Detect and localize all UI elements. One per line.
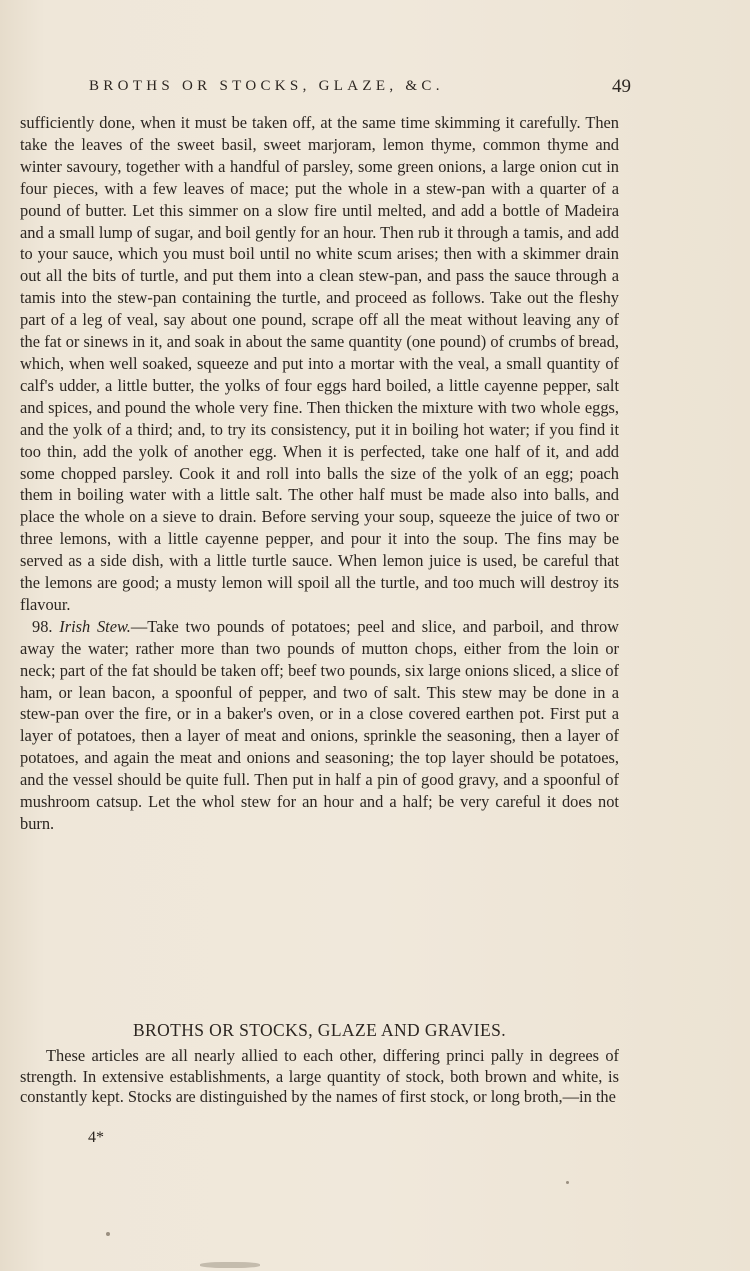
running-title: BROTHS OR STOCKS, GLAZE, &C. [89,78,444,94]
section-paragraph: These articles are all nearly allied to each other, differing princi pally in degrees of strength. In extensive establishments, a large quantity of stock, both brown and white, is constantly kept. Stocks are distinguished by the names of first stock, or long broth,—in the [20,1046,619,1106]
paper-speck [106,1232,110,1236]
recipe-paragraph [20,616,619,835]
section-heading: BROTHS OR STOCKS, GLAZE AND GRAVIES. [132,1020,507,1040]
paper-speck [566,1181,569,1184]
continuation-paragraph: sufficiently done, when it must be taken off, at the same time skimming it carefully. Then take the leaves of the sweet basil, sweet marjoram, lemon thyme, common thyme and winter savoury, together with a handful of parsley, some green onions, a large onion cut in four pieces, with a few leaves of mace; put the whole in a stew-pan with a quarter of a pound of butter. Let this simmer on a slow fire until melted, and add a bottle of Madeira and a small lump of sugar, and boil gently for an hour. Then rub it through a tamis, and add to your sauce, which you must boil until no white scum arises; then with a skimmer drain out all the bits of turtle, and put them into a clean stew-pan, and pass the sauce through a tamis into the stew-pan containing the turtle, and proceed as follows. Take out the fleshy part of a leg of veal, say about one pound, scrape off all the meat without leaving any of the fat or sinews in it, and soak in about the same quantity (one pound) of crumbs of bread, which, when well soaked, squeeze and put into a mortar with the veal, a small quantity of calf's udder, a little butter, the yolks of four eggs hard boiled, a little cayenne pepper, salt and spices, and pound the whole very fine. Then thicken the mixture with two whole eggs, and the yolk of a third; and, to try its consistency, put it in boiling hot water; if you find it too thin, add the yolk of another egg. When it is perfected, take one half of it, and add some chopped parsley. Cook it and roll into balls the size of the yolk of an egg; poach them in boiling water with a little salt. The other half must be made also into balls, and place the whole on a sieve to drain. Before serving your soup, squeeze the juice of two or three lemons, with a little cayenne pepper, and pour it into the soup. The fins may be served as a side dish, with a little turtle sauce. When lemon juice is used, be careful that the lemons are good; a musty lemon will spoil all the turtle, and too much will destroy its flavour. [20,113,619,614]
signature-mark: 4* [88,1129,104,1146]
page-number: 49 [612,76,631,97]
paper-blemish [200,1262,260,1268]
running-header [86,78,631,104]
recipe-text: —Take two pounds of potatoes; peel and slice, and parboil, and throw away the water; rather more than two pounds of mutton chops, either from the loin or neck; part of the fat should be taken off; beef two pounds, six large onions sliced, a slice of ham, or lean bacon, a spoonful of pepper, and two of salt. This stew may be done in a stew-pan over the fire, or in a baker's oven, or in a close covered earthen pot. First put a layer of potatoes, then a layer of meat and onions, sprinkle the seasoning, then a layer of potatoes, and again the meat and onions and seasoning; the top layer should be potatoes, and the vessel should be quite full. Then put in half a pin of good gravy, and a spoonful of mushroom catsup. Let the whol stew for an hour and a half; be very careful it does not burn. [20,616,619,833]
body-text [20,112,619,835]
recipe-name: Irish Stew. [59,616,131,636]
recipe-number: 98. [32,616,53,636]
